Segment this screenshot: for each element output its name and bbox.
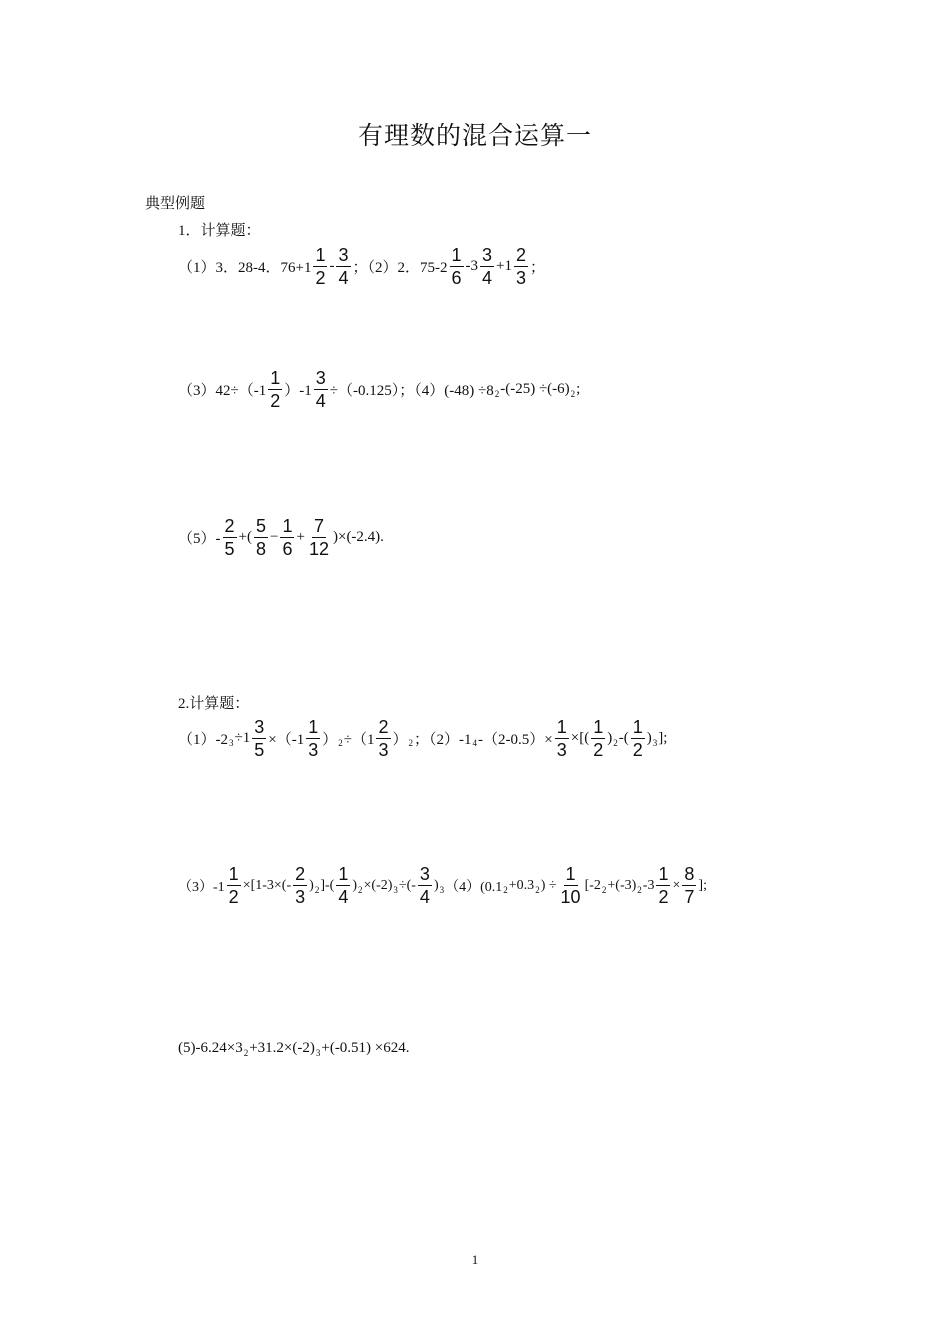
- fraction: [656, 864, 670, 907]
- fraction: [313, 245, 327, 288]
- fraction: [223, 516, 237, 559]
- page-number: 1: [471, 1252, 479, 1267]
- text-segment: +(-0.51) ×624.: [321, 1040, 410, 1056]
- numerator: 2: [516, 245, 527, 265]
- text-segment: (5)-6.24×3: [178, 1040, 243, 1056]
- text-segment: ；（2）-1: [414, 732, 472, 748]
- fraction: [555, 717, 569, 760]
- fraction: [280, 516, 294, 559]
- document-title: 有理数的混合运算一: [357, 123, 592, 150]
- denominator: 2: [270, 391, 281, 411]
- text-segment: （1）3．28-4．76+1: [178, 260, 312, 276]
- q1-line-3: [178, 516, 384, 559]
- text-segment: ×[(: [570, 730, 590, 746]
- q2-line-3: [178, 1040, 410, 1057]
- fraction: [227, 864, 241, 907]
- numerator: 1: [556, 717, 567, 737]
- numerator: 5: [255, 516, 266, 536]
- numerator: 1: [593, 717, 604, 737]
- numerator: 2: [295, 864, 306, 884]
- fraction: [306, 717, 320, 760]
- denominator: 6: [451, 268, 462, 288]
- exponent: 2: [637, 884, 642, 895]
- denominator: 4: [482, 268, 493, 288]
- fraction: [252, 717, 266, 760]
- exponent: 2: [358, 884, 363, 895]
- text-segment: ÷(-: [398, 877, 416, 893]
- fraction: [314, 368, 328, 411]
- denominator: 10: [560, 887, 581, 907]
- text-segment: （3）42÷（-1: [178, 383, 267, 399]
- text-segment: ];: [698, 877, 707, 893]
- denominator: 2: [315, 268, 326, 288]
- numerator: 1: [338, 864, 349, 884]
- numerator: 1: [658, 864, 669, 884]
- text-segment: ÷（1: [343, 732, 375, 748]
- exponent: 4: [472, 737, 478, 748]
- numerator: 7: [313, 516, 324, 536]
- text-segment: -3: [465, 258, 479, 274]
- text-segment: ]-(: [320, 877, 335, 893]
- text-segment: [-2: [584, 877, 601, 893]
- text-segment: +31.2×(-2): [249, 1040, 315, 1056]
- exponent: 2: [601, 884, 607, 895]
- exponent: 2: [613, 737, 618, 748]
- denominator: 5: [224, 539, 235, 559]
- fraction: [336, 245, 350, 288]
- numerator: 1: [308, 717, 319, 737]
- denominator: 3: [295, 887, 306, 907]
- numerator: 1: [451, 245, 462, 265]
- denominator: 3: [516, 268, 527, 288]
- numerator: 1: [315, 245, 326, 265]
- text-segment: -（2-0.5）×: [478, 732, 553, 748]
- text-segment: ): [352, 877, 358, 893]
- text-segment: −: [270, 529, 279, 545]
- fraction: [480, 245, 494, 288]
- text-segment: ）: [392, 732, 408, 748]
- text-segment: )×(-2.4).: [332, 529, 384, 545]
- text-segment: ）: [322, 732, 338, 748]
- numerator: 3: [315, 368, 326, 388]
- exponent: 3: [229, 737, 234, 748]
- section-heading: 典型例题: [145, 196, 206, 212]
- numerator: 2: [224, 516, 235, 536]
- numerator: 3: [419, 864, 430, 884]
- text-segment: ×: [672, 877, 681, 893]
- text-segment: ÷1: [234, 730, 251, 746]
- text-segment: （4）(0.1: [445, 879, 503, 895]
- fraction: [254, 516, 268, 559]
- text-segment: ) ÷: [540, 877, 557, 893]
- fraction: [559, 864, 583, 907]
- text-segment: -(-25) ÷(-6): [500, 381, 570, 397]
- text-segment: ): [433, 877, 439, 893]
- numerator: 3: [338, 245, 349, 265]
- q1-line-1: [178, 245, 545, 288]
- fraction: [336, 864, 350, 907]
- text-segment: ×[1-3×(-: [242, 877, 292, 893]
- denominator: 2: [632, 740, 643, 760]
- denominator: 3: [556, 740, 567, 760]
- text-segment: ）-1: [284, 383, 312, 399]
- text-segment: ×（-1: [268, 732, 305, 748]
- numerator: 1: [270, 368, 281, 388]
- exponent: 2: [535, 884, 540, 895]
- text-segment: +0.3: [508, 877, 535, 893]
- exponent: 3: [652, 737, 658, 748]
- text-segment: （1）-2: [178, 732, 228, 748]
- text-segment: ；: [530, 260, 546, 276]
- denominator: 2: [658, 887, 669, 907]
- exponent: 2: [243, 1047, 249, 1058]
- text-segment: -(: [618, 730, 629, 746]
- text-segment: ×(-2): [363, 877, 393, 893]
- denominator: 2: [593, 740, 604, 760]
- q1-line-2: [178, 368, 580, 411]
- fraction: [591, 717, 605, 760]
- text-segment: ;: [576, 381, 581, 397]
- exponent: 2: [314, 884, 320, 895]
- question-1-heading: 1．计算题：: [178, 223, 261, 239]
- text-segment: +(: [238, 529, 252, 545]
- fraction: [307, 516, 331, 559]
- exponent: 2: [408, 737, 414, 748]
- fraction: [293, 864, 307, 907]
- denominator: 4: [315, 391, 326, 411]
- fraction: [450, 245, 464, 288]
- text-segment: ];: [658, 730, 668, 746]
- fraction: [631, 717, 645, 760]
- text-segment: ): [309, 877, 314, 893]
- numerator: 8: [684, 864, 695, 884]
- numerator: 1: [228, 864, 239, 884]
- denominator: 3: [378, 740, 389, 760]
- exponent: 3: [315, 1047, 321, 1058]
- denominator: 7: [684, 887, 695, 907]
- denominator: 4: [419, 887, 430, 907]
- text-segment: -: [329, 258, 335, 274]
- numerator: 3: [482, 245, 493, 265]
- fraction: [268, 368, 282, 411]
- numerator: 1: [565, 864, 576, 884]
- denominator: 4: [338, 268, 349, 288]
- fraction: [514, 245, 528, 288]
- denominator: 8: [255, 539, 266, 559]
- text-segment: +: [296, 529, 305, 545]
- text-segment: ): [607, 730, 613, 746]
- text-segment: （3）-1: [178, 879, 225, 895]
- fraction: [418, 864, 432, 907]
- numerator: 1: [632, 717, 643, 737]
- exponent: 2: [494, 388, 500, 399]
- exponent: 3: [439, 884, 445, 895]
- exponent: 2: [338, 737, 343, 748]
- numerator: 1: [282, 516, 293, 536]
- denominator: 6: [282, 539, 293, 559]
- text-segment: ÷（-0.125）；（4）(-48) ÷8: [329, 383, 494, 399]
- denominator: 12: [308, 539, 329, 559]
- exponent: 2: [503, 884, 508, 895]
- text-segment: ；（2）2．75-2: [352, 260, 448, 276]
- q2-line-1: [178, 717, 667, 760]
- text-segment: +(-3): [607, 877, 637, 893]
- numerator: 2: [378, 717, 389, 737]
- text-segment: -3: [642, 877, 655, 893]
- fraction: [682, 864, 696, 907]
- q2-line-2: [178, 864, 707, 907]
- denominator: 4: [338, 887, 349, 907]
- question-2-heading: 2.计算题：: [178, 696, 250, 712]
- text-segment: （5）-: [178, 531, 221, 547]
- exponent: 3: [393, 884, 398, 895]
- fraction: [376, 717, 390, 760]
- text-segment: ): [646, 730, 652, 746]
- exponent: 2: [570, 388, 576, 399]
- text-segment: +1: [496, 258, 512, 274]
- denominator: 2: [228, 887, 239, 907]
- numerator: 3: [254, 717, 265, 737]
- denominator: 3: [308, 740, 319, 760]
- denominator: 5: [254, 740, 265, 760]
